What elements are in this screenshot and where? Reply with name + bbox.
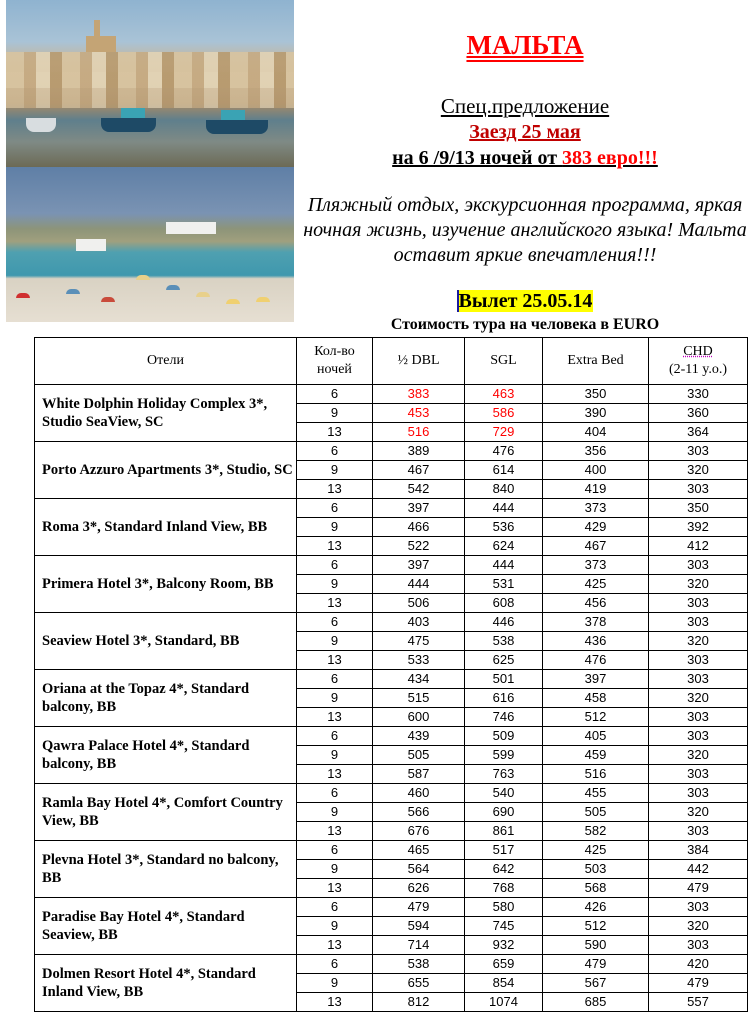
table-row [35,442,748,461]
sgl-price: 745 [465,917,543,936]
extra-bed-price: 512 [543,708,649,727]
table-row [35,727,748,746]
chd-price: 479 [649,974,748,993]
extra-bed-price: 390 [543,404,649,423]
half-dbl-price: 397 [373,556,465,575]
umbrella [136,275,150,280]
sgl-price: 763 [465,765,543,784]
half-dbl-price: 403 [373,613,465,632]
nights-cell: 6 [297,442,373,461]
church-building [86,36,116,52]
chd-price: 392 [649,518,748,537]
chd-price: 303 [649,651,748,670]
umbrella [226,299,240,304]
extra-bed-price: 373 [543,556,649,575]
chd-price: 303 [649,765,748,784]
chd-price: 303 [649,898,748,917]
extra-bed-price: 373 [543,499,649,518]
chd-price: 479 [649,879,748,898]
promo-description: Пляжный отдых, экскурсионная программа, яркая ночная жизнь, изучение английского языка! Мальта оставит яркие впечатления!!! [303,194,747,266]
half-dbl-price: 515 [373,689,465,708]
half-dbl-price: 389 [373,442,465,461]
half-dbl-price: 444 [373,575,465,594]
chd-price: 303 [649,708,748,727]
extra-bed-price: 456 [543,594,649,613]
half-dbl-price: 542 [373,480,465,499]
half-dbl-price: 655 [373,974,465,993]
nights-cell: 6 [297,841,373,860]
sgl-price: 444 [465,556,543,575]
nights-cell: 13 [297,651,373,670]
col-hotels: Отели [35,338,297,385]
sgl-price: 444 [465,499,543,518]
chd-price: 442 [649,860,748,879]
chd-price: 320 [649,803,748,822]
nights-prefix: на 6 /9/13 ночей от [392,147,563,169]
extra-bed-price: 479 [543,955,649,974]
hotel-name: Porto Azzuro Apartments 3*, Studio, SC [35,442,297,499]
half-dbl-price: 506 [373,594,465,613]
sgl-price: 861 [465,822,543,841]
extra-bed-price: 405 [543,727,649,746]
chd-price: 320 [649,632,748,651]
extra-bed-price: 436 [543,632,649,651]
hotel-name: Dolmen Resort Hotel 4*, Standard Inland View, BB [35,955,297,1012]
half-dbl-price: 505 [373,746,465,765]
sgl-price: 624 [465,537,543,556]
half-dbl-price: 465 [373,841,465,860]
half-dbl-price: 533 [373,651,465,670]
nights-cell: 9 [297,689,373,708]
extra-bed-price: 429 [543,518,649,537]
boat-cabin [121,108,145,118]
table-row [35,955,748,974]
nights-cell: 9 [297,404,373,423]
half-dbl-price: 714 [373,936,465,955]
boat-cabin [221,110,245,120]
half-dbl-price: 516 [373,423,465,442]
chd-price: 350 [649,499,748,518]
sgl-price: 854 [465,974,543,993]
half-dbl-price: 564 [373,860,465,879]
half-dbl-price: 397 [373,499,465,518]
chd-price: 320 [649,746,748,765]
boat [206,120,268,134]
col-nights: Кол-во ночей [297,338,373,385]
nights-cell: 13 [297,537,373,556]
sgl-price: 540 [465,784,543,803]
sgl-price: 659 [465,955,543,974]
chd-price: 303 [649,480,748,499]
extra-bed-price: 425 [543,575,649,594]
sgl-price: 599 [465,746,543,765]
chd-price: 303 [649,936,748,955]
hotel-name: Paradise Bay Hotel 4*, Standard Seaview, BB [35,898,297,955]
half-dbl-price: 676 [373,822,465,841]
sgl-price: 768 [465,879,543,898]
hotel-name: Roma 3*, Standard Inland View, BB [35,499,297,556]
half-dbl-price: 594 [373,917,465,936]
chd-price: 303 [649,670,748,689]
chd-price: 303 [649,556,748,575]
chd-price: 330 [649,385,748,404]
extra-bed-price: 425 [543,841,649,860]
nights-cell: 6 [297,955,373,974]
hotel-name: Primera Hotel 3*, Balcony Room, BB [35,556,297,613]
nights-cell: 9 [297,575,373,594]
nights-cell: 9 [297,746,373,765]
nights-cell: 13 [297,936,373,955]
table-row [35,670,748,689]
special-offer-heading: Спец.предложение [440,94,610,118]
price-table-body [35,385,748,1012]
nights-cell: 9 [297,632,373,651]
extra-bed-price: 350 [543,385,649,404]
chd-price: 303 [649,442,748,461]
umbrella [101,297,115,302]
extra-bed-price: 459 [543,746,649,765]
table-row [35,841,748,860]
sgl-price: 501 [465,670,543,689]
extra-bed-price: 568 [543,879,649,898]
umbrella [66,289,80,294]
country-title: МАЛЬТА [466,30,584,60]
beach-photo [6,167,294,322]
col-sgl: SGL [465,338,543,385]
chd-price: 320 [649,689,748,708]
sgl-price: 625 [465,651,543,670]
col-chd [649,338,748,385]
extra-bed-price: 404 [543,423,649,442]
hotel-name: Ramla Bay Hotel 4*, Comfort Country View, BB [35,784,297,841]
half-dbl-price: 812 [373,993,465,1012]
extra-bed-price: 397 [543,670,649,689]
half-dbl-price: 479 [373,898,465,917]
departure-line [300,290,750,313]
half-dbl-price: 460 [373,784,465,803]
chd-price: 320 [649,575,748,594]
departure-date: Вылет 25.05.14 [458,290,593,312]
hotel-name: Qawra Palace Hotel 4*, Standard balcony, BB [35,727,297,784]
harbor-photo [6,0,294,167]
boat-white [26,118,56,132]
half-dbl-price: 439 [373,727,465,746]
nights-cell: 9 [297,518,373,537]
nights-cell: 6 [297,784,373,803]
extra-bed-price: 455 [543,784,649,803]
sgl-price: 463 [465,385,543,404]
extra-bed-price: 512 [543,917,649,936]
cost-caption: Стоимость тура на человека в EURO [390,316,660,333]
hotel-building [76,239,106,251]
table-row [35,556,748,575]
col-extra-bed: Extra Bed [543,338,649,385]
half-dbl-price: 466 [373,518,465,537]
extra-bed-price: 567 [543,974,649,993]
extra-bed-price: 356 [543,442,649,461]
chd-price: 303 [649,727,748,746]
sgl-price: 517 [465,841,543,860]
sgl-price: 840 [465,480,543,499]
hotel-name: White Dolphin Holiday Complex 3*, Studio SeaView, SC [35,385,297,442]
sgl-price: 476 [465,442,543,461]
arrival-date: Заезд 25 мая [469,121,581,143]
sgl-price: 580 [465,898,543,917]
chd-price: 364 [649,423,748,442]
extra-bed-price: 458 [543,689,649,708]
hotel-name: Plevna Hotel 3*, Standard no balcony, BB [35,841,297,898]
sgl-price: 616 [465,689,543,708]
sgl-price: 690 [465,803,543,822]
half-dbl-price: 566 [373,803,465,822]
extra-bed-price: 467 [543,537,649,556]
nights-cell: 13 [297,993,373,1012]
chd-price: 384 [649,841,748,860]
umbrella [166,285,180,290]
half-dbl-price: 626 [373,879,465,898]
half-dbl-price: 467 [373,461,465,480]
sgl-price: 536 [465,518,543,537]
nights-cell: 9 [297,974,373,993]
extra-bed-price: 400 [543,461,649,480]
chd-price: 303 [649,613,748,632]
nights-cell: 13 [297,480,373,499]
extra-bed-price: 476 [543,651,649,670]
half-dbl-price: 453 [373,404,465,423]
chd-price: 303 [649,784,748,803]
nights-cell: 9 [297,917,373,936]
chd-price: 420 [649,955,748,974]
sgl-price: 586 [465,404,543,423]
extra-bed-price: 516 [543,765,649,784]
sgl-price: 746 [465,708,543,727]
chd-label: CHD [683,344,713,359]
chd-age: (2-11 y.o.) [668,362,728,377]
half-dbl-price: 383 [373,385,465,404]
nights-offer [300,147,750,170]
nights-cell: 6 [297,670,373,689]
col-half-dbl: ½ DBL [373,338,465,385]
nights-cell: 13 [297,708,373,727]
half-dbl-price: 600 [373,708,465,727]
nights-cell: 13 [297,765,373,784]
half-dbl-price: 522 [373,537,465,556]
nights-cell: 6 [297,556,373,575]
extra-bed-price: 503 [543,860,649,879]
sgl-price: 509 [465,727,543,746]
chd-price: 412 [649,537,748,556]
nights-cell: 6 [297,613,373,632]
table-row [35,784,748,803]
nights-cell: 13 [297,822,373,841]
nights-cell: 6 [297,499,373,518]
sgl-price: 538 [465,632,543,651]
nights-cell: 6 [297,898,373,917]
price-from: 383 евро!!! [562,147,658,169]
extra-bed-price: 419 [543,480,649,499]
half-dbl-price: 434 [373,670,465,689]
price-table [34,337,748,1012]
table-row [35,898,748,917]
sgl-price: 608 [465,594,543,613]
extra-bed-price: 426 [543,898,649,917]
nights-cell: 9 [297,461,373,480]
sgl-price: 729 [465,423,543,442]
extra-bed-price: 378 [543,613,649,632]
umbrella [16,293,30,298]
sgl-price: 1074 [465,993,543,1012]
nights-cell: 13 [297,423,373,442]
table-row [35,613,748,632]
nights-cell: 6 [297,727,373,746]
sgl-price: 642 [465,860,543,879]
table-row [35,499,748,518]
sgl-price: 531 [465,575,543,594]
nights-cell: 13 [297,879,373,898]
chd-price: 320 [649,461,748,480]
umbrella [196,292,210,297]
chd-price: 303 [649,594,748,613]
extra-bed-price: 685 [543,993,649,1012]
chd-price: 320 [649,917,748,936]
nights-cell: 6 [297,385,373,404]
half-dbl-price: 587 [373,765,465,784]
extra-bed-price: 582 [543,822,649,841]
hotel-building [166,222,216,234]
nights-cell: 9 [297,860,373,879]
sgl-price: 932 [465,936,543,955]
extra-bed-price: 590 [543,936,649,955]
sgl-price: 614 [465,461,543,480]
chd-price: 557 [649,993,748,1012]
hotel-name: Seaview Hotel 3*, Standard, BB [35,613,297,670]
hotel-name: Oriana at the Topaz 4*, Standard balcony, BB [35,670,297,727]
town-buildings-lower [6,72,294,108]
sgl-price: 446 [465,613,543,632]
nights-cell: 13 [297,594,373,613]
boat [101,118,156,132]
extra-bed-price: 505 [543,803,649,822]
chd-price: 303 [649,822,748,841]
table-header-row [35,338,748,385]
half-dbl-price: 538 [373,955,465,974]
nights-cell: 9 [297,803,373,822]
umbrella [256,297,270,302]
chd-price: 360 [649,404,748,423]
table-row [35,385,748,404]
half-dbl-price: 475 [373,632,465,651]
